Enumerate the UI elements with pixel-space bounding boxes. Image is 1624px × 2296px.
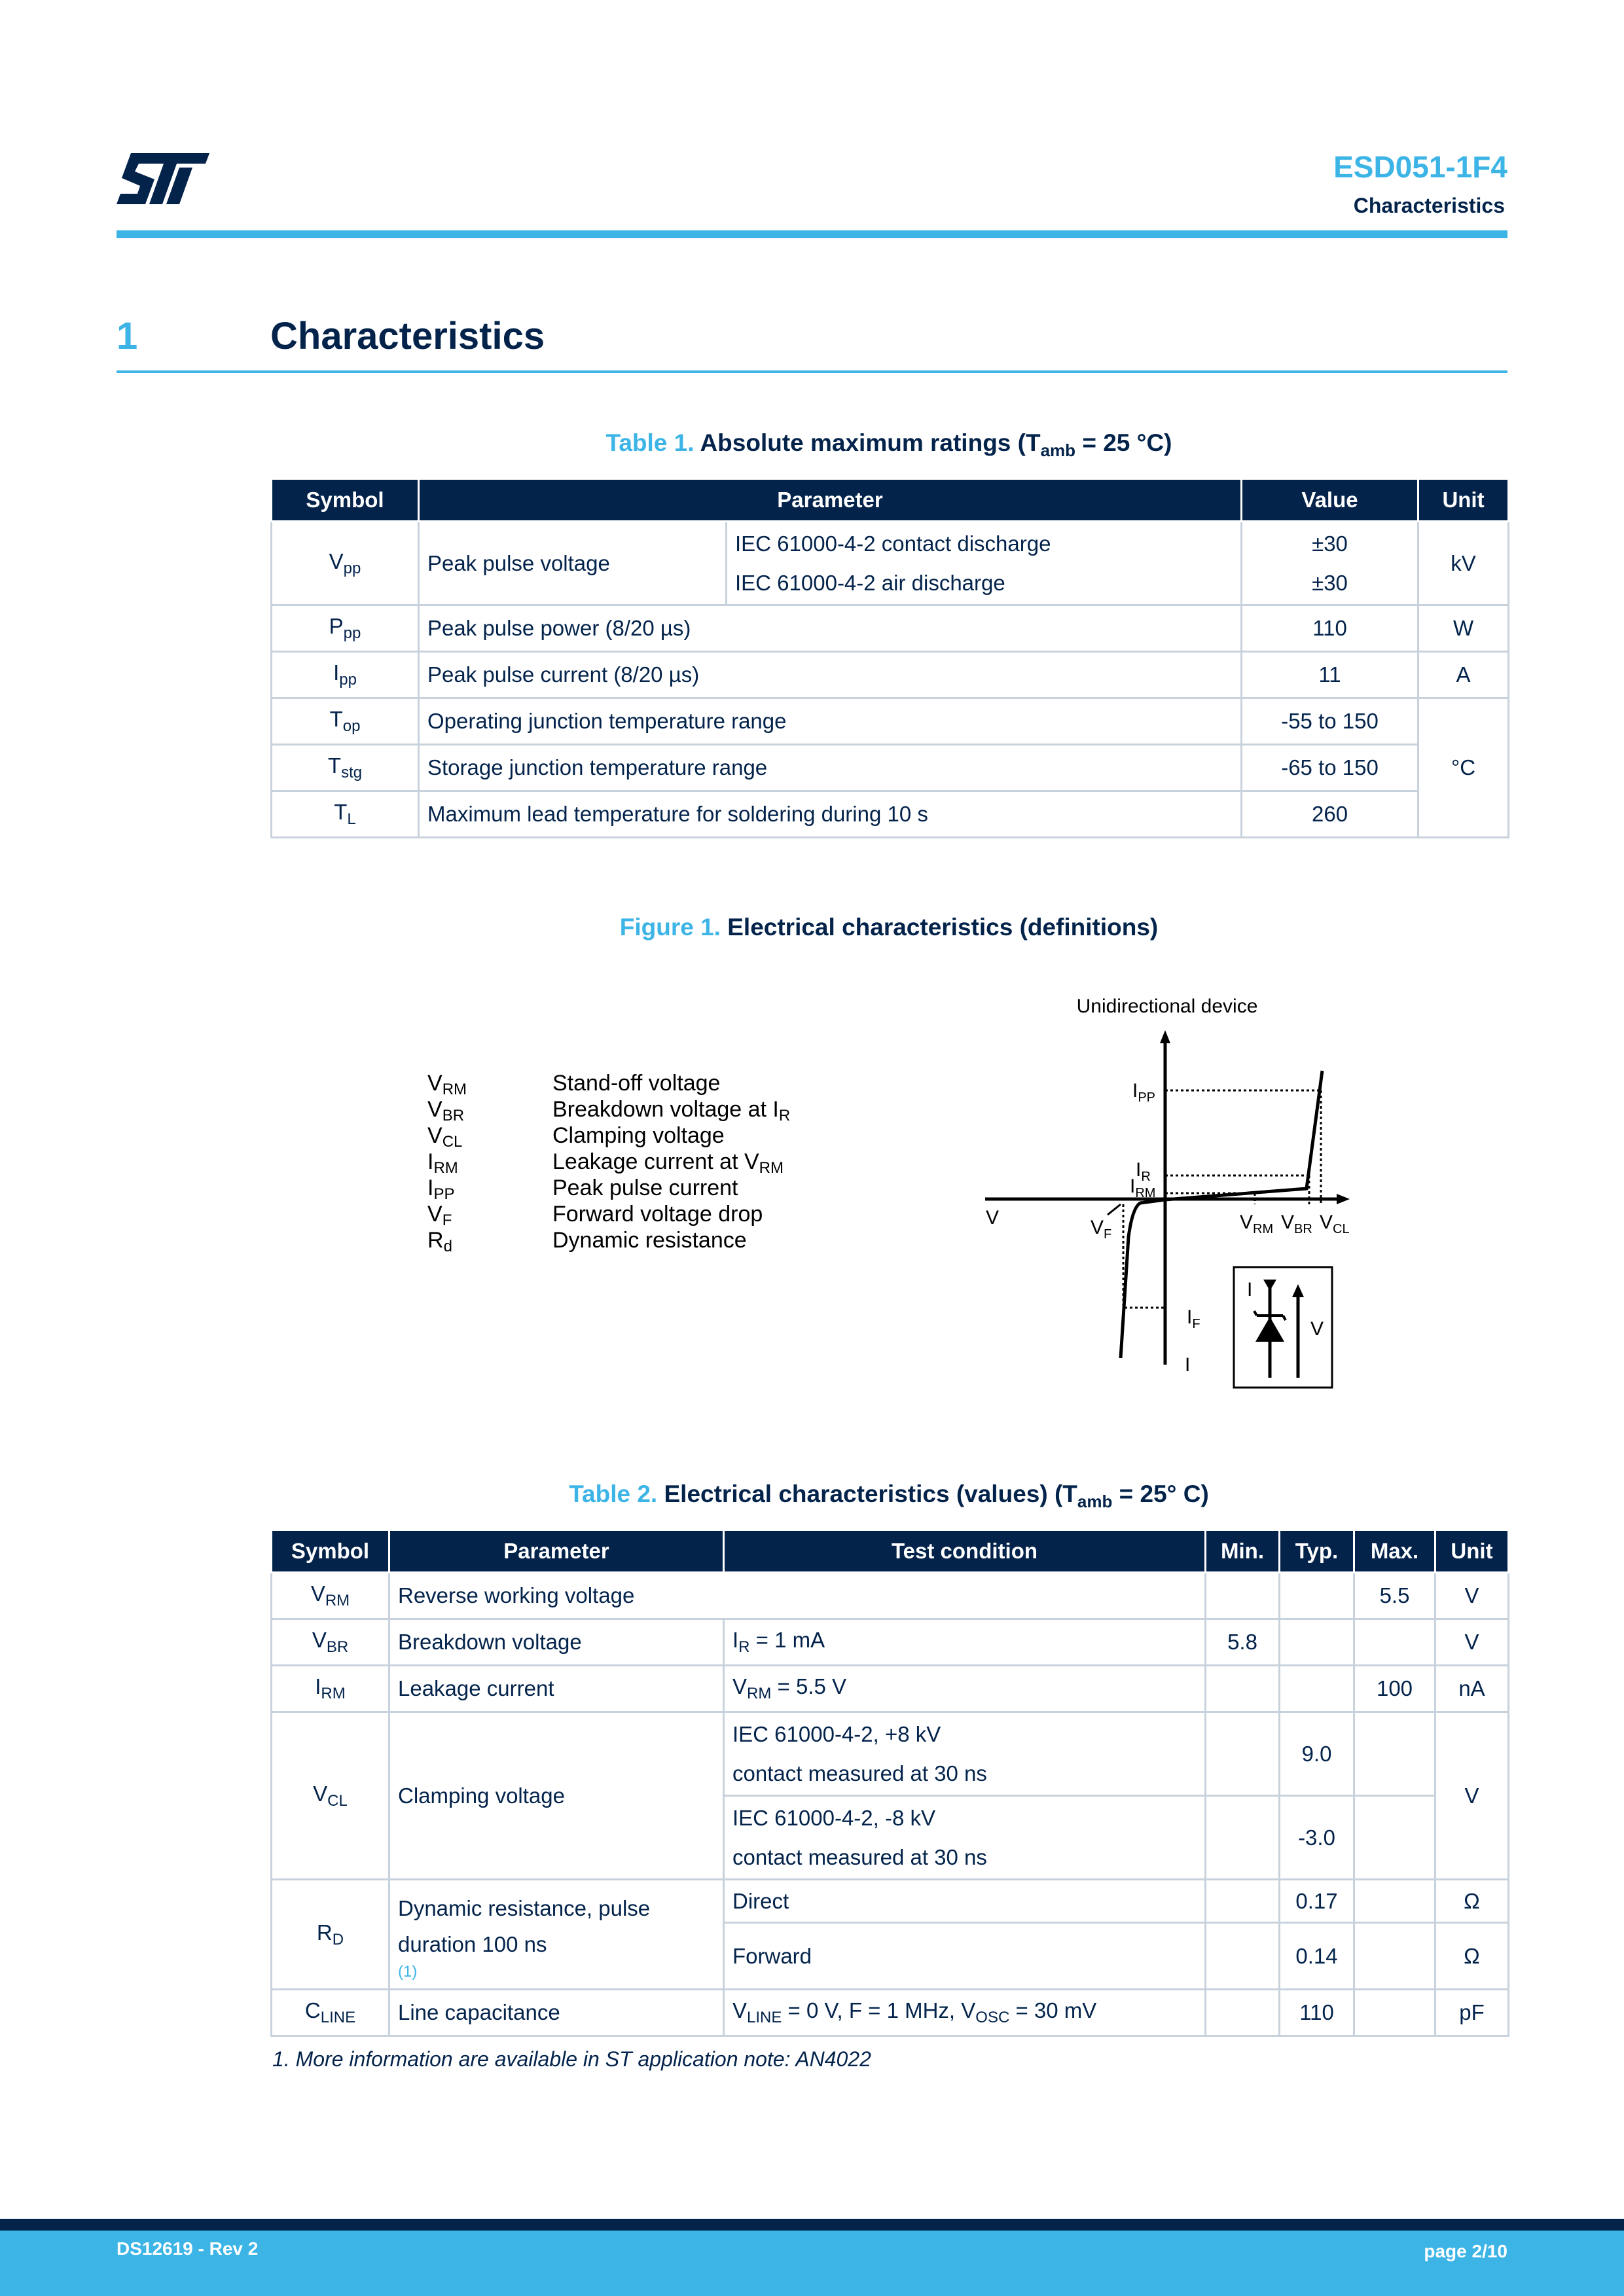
symbol: V [329, 548, 344, 573]
condition-cell [724, 1990, 1206, 2036]
symbol: T [329, 707, 343, 731]
condition-cell [724, 1712, 1206, 1796]
legend-sym: R [427, 1228, 444, 1253]
condition-sub: OSC [975, 2009, 1010, 2026]
table1-title-end: = 25 °C) [1075, 429, 1172, 456]
col-header: Max. [1354, 1531, 1435, 1573]
condition-end: = 30 mV [1009, 1998, 1097, 2022]
symbol-cell [272, 791, 419, 838]
symbol-sub: pp [343, 624, 361, 642]
section-rule [117, 370, 1507, 373]
unit-cell: pF [1435, 1990, 1509, 2036]
value-cell [1242, 522, 1418, 605]
col-header: Test condition [724, 1531, 1206, 1573]
voltage-arrow-up-icon [1292, 1284, 1304, 1297]
unit-cell: Ω [1435, 1880, 1509, 1923]
unit-cell: V [1435, 1712, 1509, 1880]
unit-cell: W [1418, 605, 1509, 652]
typ-cell [1280, 1666, 1354, 1712]
table-row [272, 1619, 1509, 1666]
table-row [272, 1666, 1509, 1712]
condition-cell [724, 1666, 1206, 1712]
symbol-cell [272, 605, 419, 652]
max-cell [1354, 1796, 1435, 1880]
legend-description: Stand-off voltage [552, 1071, 721, 1096]
symbol-sub: RM [325, 1592, 350, 1609]
section-number: 1 [117, 315, 138, 357]
parameter-cell: Reverse working voltage [389, 1573, 1206, 1619]
legend-description [552, 1097, 790, 1125]
symbol: I [315, 1674, 321, 1698]
legend-sym-sub: d [443, 1238, 452, 1255]
condition-end: = 1 mA [749, 1628, 825, 1652]
condition: I [732, 1628, 739, 1652]
symbol-cell [272, 698, 419, 745]
symbol-cell [272, 1619, 389, 1666]
symbol-cell [272, 1573, 389, 1619]
figure1-label: Figure 1. [619, 914, 721, 941]
diode-triangle-icon [1255, 1317, 1284, 1342]
typ-cell: 110 [1280, 1990, 1354, 2036]
value-cell: -55 to 150 [1242, 698, 1418, 745]
symbol: C [304, 1998, 321, 2022]
arrow-right-icon [1337, 1194, 1350, 1204]
legend-symbol [427, 1123, 462, 1151]
table-row [272, 605, 1509, 652]
parameter-line: duration 100 ns [398, 1931, 547, 1956]
legend-sym: V [427, 1097, 442, 1122]
vbr-label: $V_{BR}$ [1281, 1211, 1312, 1236]
header-rule [117, 230, 1507, 238]
electrical-characteristics-table [270, 1531, 1509, 2037]
footnote-ref[interactable]: (1) [398, 1962, 418, 1981]
symbol-sub: stg [341, 764, 363, 781]
condition-cell [724, 1619, 1206, 1666]
value-cell: -65 to 150 [1242, 745, 1418, 791]
table1-label: Table 1. [605, 429, 695, 456]
parameter-cell: Peak pulse current (8/20 µs) [419, 652, 1242, 698]
symbol: P [329, 614, 344, 638]
typ-cell: 0.17 [1280, 1880, 1354, 1923]
table-row [272, 1712, 1509, 1796]
figure1-caption [270, 914, 1507, 941]
v-axis-label: V [986, 1207, 1000, 1229]
table-row [272, 791, 1509, 838]
table2-caption [270, 1480, 1507, 1512]
legend-sym-sub: CL [442, 1133, 463, 1151]
symbol-sub: BR [326, 1638, 349, 1656]
legend-sym-sub: PP [433, 1185, 455, 1203]
table-row [272, 522, 1509, 605]
value-line: ±30 [1312, 531, 1348, 556]
table2-title: Electrical characteristics (values) (T [664, 1480, 1077, 1507]
col-header: Parameter [389, 1531, 724, 1573]
symbol: V [313, 1781, 328, 1806]
parameter-line: Dynamic resistance, pulse [398, 1895, 651, 1920]
condition-mid: = 0 V, F = 1 MHz, V [782, 1998, 976, 2022]
col-header: Min. [1206, 1531, 1280, 1573]
max-cell: 100 [1354, 1666, 1435, 1712]
absolute-max-ratings-table [270, 480, 1509, 838]
legend-description: Clamping voltage [552, 1123, 725, 1148]
figure1-title: Electrical characteristics (definitions) [727, 914, 1159, 941]
parameter-cell: Operating junction temperature range [419, 698, 1242, 745]
if-label: $I_F$ [1187, 1306, 1200, 1331]
legend-sym: V [427, 1123, 442, 1148]
symbol-sub: RM [321, 1685, 346, 1702]
condition-line: IEC 61000-4-2 contact discharge [735, 531, 1051, 556]
value-line: ±30 [1312, 570, 1348, 595]
ipp-label: $I_{PP}$ [1132, 1080, 1156, 1105]
max-cell [1354, 1923, 1435, 1990]
table-header-row [272, 1531, 1509, 1573]
condition-line: contact measured at 30 ns [732, 1844, 987, 1869]
vf-label: $V_F$ [1091, 1217, 1112, 1242]
arrow-up-icon [1160, 1030, 1170, 1043]
typ-cell: -3.0 [1280, 1796, 1354, 1880]
parameter-cell: Maximum lead temperature for soldering during 10 s [419, 791, 1242, 838]
symbol-cell [272, 1880, 389, 1990]
legend-desc-sub: RM [759, 1159, 784, 1177]
legend-desc: Breakdown voltage at I [552, 1097, 779, 1122]
symbol-cell [272, 522, 419, 605]
table-row [272, 652, 1509, 698]
footer-rule [0, 2219, 1624, 2231]
symbol: V [312, 1628, 327, 1652]
symbol-sub: L [347, 810, 356, 828]
parameter-cell: Peak pulse voltage [419, 522, 727, 605]
condition-sub: R [738, 1638, 750, 1656]
parameter-cell: Storage junction temperature range [419, 745, 1242, 791]
parameter-cell: Leakage current [389, 1666, 724, 1712]
symbol: R [316, 1920, 333, 1945]
symbol-cell [272, 745, 419, 791]
vf-pointer [1108, 1204, 1121, 1215]
symbol-sub: CL [327, 1791, 348, 1810]
condition-end: = 5.5 V [771, 1674, 847, 1698]
symbol-cell [272, 1990, 389, 2036]
parameter-cell: Breakdown voltage [389, 1619, 724, 1666]
symbol-sub: D [332, 1930, 344, 1948]
irm-label: $I_{RM}$ [1130, 1175, 1156, 1200]
legend-description: Peak pulse current [552, 1175, 738, 1200]
col-header: Unit [1435, 1531, 1509, 1573]
value-cell: 110 [1242, 605, 1418, 652]
legend-sym: V [427, 1071, 442, 1096]
table-row [272, 1880, 1509, 1923]
condition-cell [724, 1796, 1206, 1880]
symbol: T [334, 800, 348, 824]
unit-cell: V [1435, 1619, 1509, 1666]
parameter-cell: Clamping voltage [389, 1712, 724, 1880]
min-cell [1206, 1796, 1280, 1880]
table1-caption [270, 429, 1507, 461]
unit-cell: kV [1418, 522, 1509, 605]
condition-cell: Direct [724, 1880, 1206, 1923]
col-header: Typ. [1280, 1531, 1354, 1573]
legend-sym: I [427, 1175, 434, 1200]
legend-symbol [427, 1071, 467, 1099]
max-cell [1354, 1880, 1435, 1923]
table-row [272, 698, 1509, 745]
min-cell [1206, 1990, 1280, 2036]
value-cell: 260 [1242, 791, 1418, 838]
max-cell: 5.5 [1354, 1573, 1435, 1619]
table-row [272, 1990, 1509, 2036]
typ-cell: 9.0 [1280, 1712, 1354, 1796]
condition-cell: Forward [724, 1923, 1206, 1990]
diagram-title: Unidirectional device [1076, 996, 1258, 1017]
parameter-cell: Line capacitance [389, 1990, 724, 2036]
symbol-cell [272, 652, 419, 698]
min-cell [1206, 1712, 1280, 1796]
max-cell [1354, 1712, 1435, 1796]
header-section-name: Characteristics [1353, 194, 1505, 217]
symbol-cell [272, 1712, 389, 1880]
vcl-label: $V_{CL}$ [1320, 1211, 1350, 1236]
max-cell [1354, 1990, 1435, 2036]
symbol: I [333, 660, 340, 685]
legend-sym-sub: F [442, 1211, 452, 1229]
parameter-cell [389, 1880, 724, 1990]
symbol: V [310, 1581, 325, 1605]
table2-title-sub: amb [1077, 1492, 1113, 1511]
legend-description: Dynamic resistance [552, 1228, 747, 1253]
unit-cell: A [1418, 652, 1509, 698]
col-header: Symbol [272, 1531, 389, 1573]
symbol: T [327, 753, 342, 778]
col-header: Symbol [272, 480, 419, 522]
legend-symbol [427, 1097, 464, 1125]
table-row [272, 745, 1509, 791]
current-arrow-down-icon [1263, 1280, 1276, 1291]
legend-symbol [427, 1202, 452, 1230]
table2-label: Table 2. [569, 1480, 658, 1507]
typ-cell: 0.14 [1280, 1923, 1354, 1990]
condition: V [732, 1674, 748, 1698]
unit-cell: nA [1435, 1666, 1509, 1712]
col-header: Parameter [419, 480, 1242, 522]
symbol-cell [272, 1666, 389, 1712]
legend-description: Forward voltage drop [552, 1202, 763, 1227]
min-cell [1206, 1923, 1280, 1990]
box-i-label: I [1247, 1279, 1253, 1300]
table2-title-end: = 25° C) [1112, 1480, 1209, 1507]
condition-line: IEC 61000-4-2 air discharge [735, 570, 1005, 595]
legend-sym-sub: RM [433, 1159, 458, 1177]
unit-cell: Ω [1435, 1923, 1509, 1990]
document-revision: DS12619 - Rev 2 [117, 2238, 259, 2259]
legend-sym-sub: RM [442, 1081, 467, 1098]
condition-sub: RM [747, 1685, 772, 1702]
st-logo [117, 152, 209, 206]
typ-cell [1280, 1619, 1354, 1666]
section-title: Characteristics [270, 315, 545, 357]
legend-desc-sub: R [778, 1107, 791, 1124]
page-number: page 2/10 [1424, 2241, 1507, 2261]
col-header: Unit [1418, 480, 1509, 522]
legend-symbol [427, 1149, 458, 1177]
legend-sym-sub: BR [442, 1107, 465, 1124]
unit-cell: °C [1418, 698, 1509, 838]
symbol-sub: pp [343, 559, 361, 577]
condition-line: IEC 61000-4-2, -8 kV [732, 1805, 935, 1830]
symbol-sub: pp [339, 671, 357, 689]
vrm-label: $V_{RM}$ [1240, 1211, 1274, 1236]
table-row [272, 1573, 1509, 1619]
i-axis-label: I [1185, 1354, 1191, 1376]
typ-cell [1280, 1573, 1354, 1619]
condition-line: contact measured at 30 ns [732, 1761, 987, 1785]
legend-desc: Leakage current at V [552, 1149, 759, 1174]
min-cell [1206, 1573, 1280, 1619]
min-cell: 5.8 [1206, 1619, 1280, 1666]
unit-cell: V [1435, 1573, 1509, 1619]
symbol-sub: op [342, 717, 361, 735]
legend-sym: I [427, 1149, 434, 1174]
document-title: ESD051-1F4 [1333, 150, 1507, 184]
legend-sym: V [427, 1202, 442, 1227]
table1-title-sub: amb [1040, 440, 1076, 460]
legend-symbol [427, 1228, 452, 1256]
condition: V [732, 1998, 748, 2022]
ir-label: $I_R$ [1136, 1159, 1151, 1184]
table-header-row [272, 480, 1509, 522]
min-cell [1206, 1880, 1280, 1923]
condition-cell [727, 522, 1242, 605]
legend-symbol [427, 1175, 454, 1204]
table-footnote: 1. More information are available in ST application note: AN4022 [272, 2047, 871, 2071]
condition-sub: LINE [747, 2009, 782, 2026]
min-cell [1206, 1666, 1280, 1712]
max-cell [1354, 1619, 1435, 1666]
parameter-cell: Peak pulse power (8/20 µs) [419, 605, 1242, 652]
symbol-sub: LINE [320, 2009, 356, 2026]
box-v-label: V [1310, 1318, 1324, 1340]
table1-title: Absolute maximum ratings (T [700, 429, 1041, 456]
legend-description [552, 1149, 784, 1177]
col-header: Value [1242, 480, 1418, 522]
value-cell: 11 [1242, 652, 1418, 698]
condition-line: IEC 61000-4-2, +8 kV [732, 1721, 941, 1746]
iv-characteristic-diagram [969, 982, 1388, 1401]
